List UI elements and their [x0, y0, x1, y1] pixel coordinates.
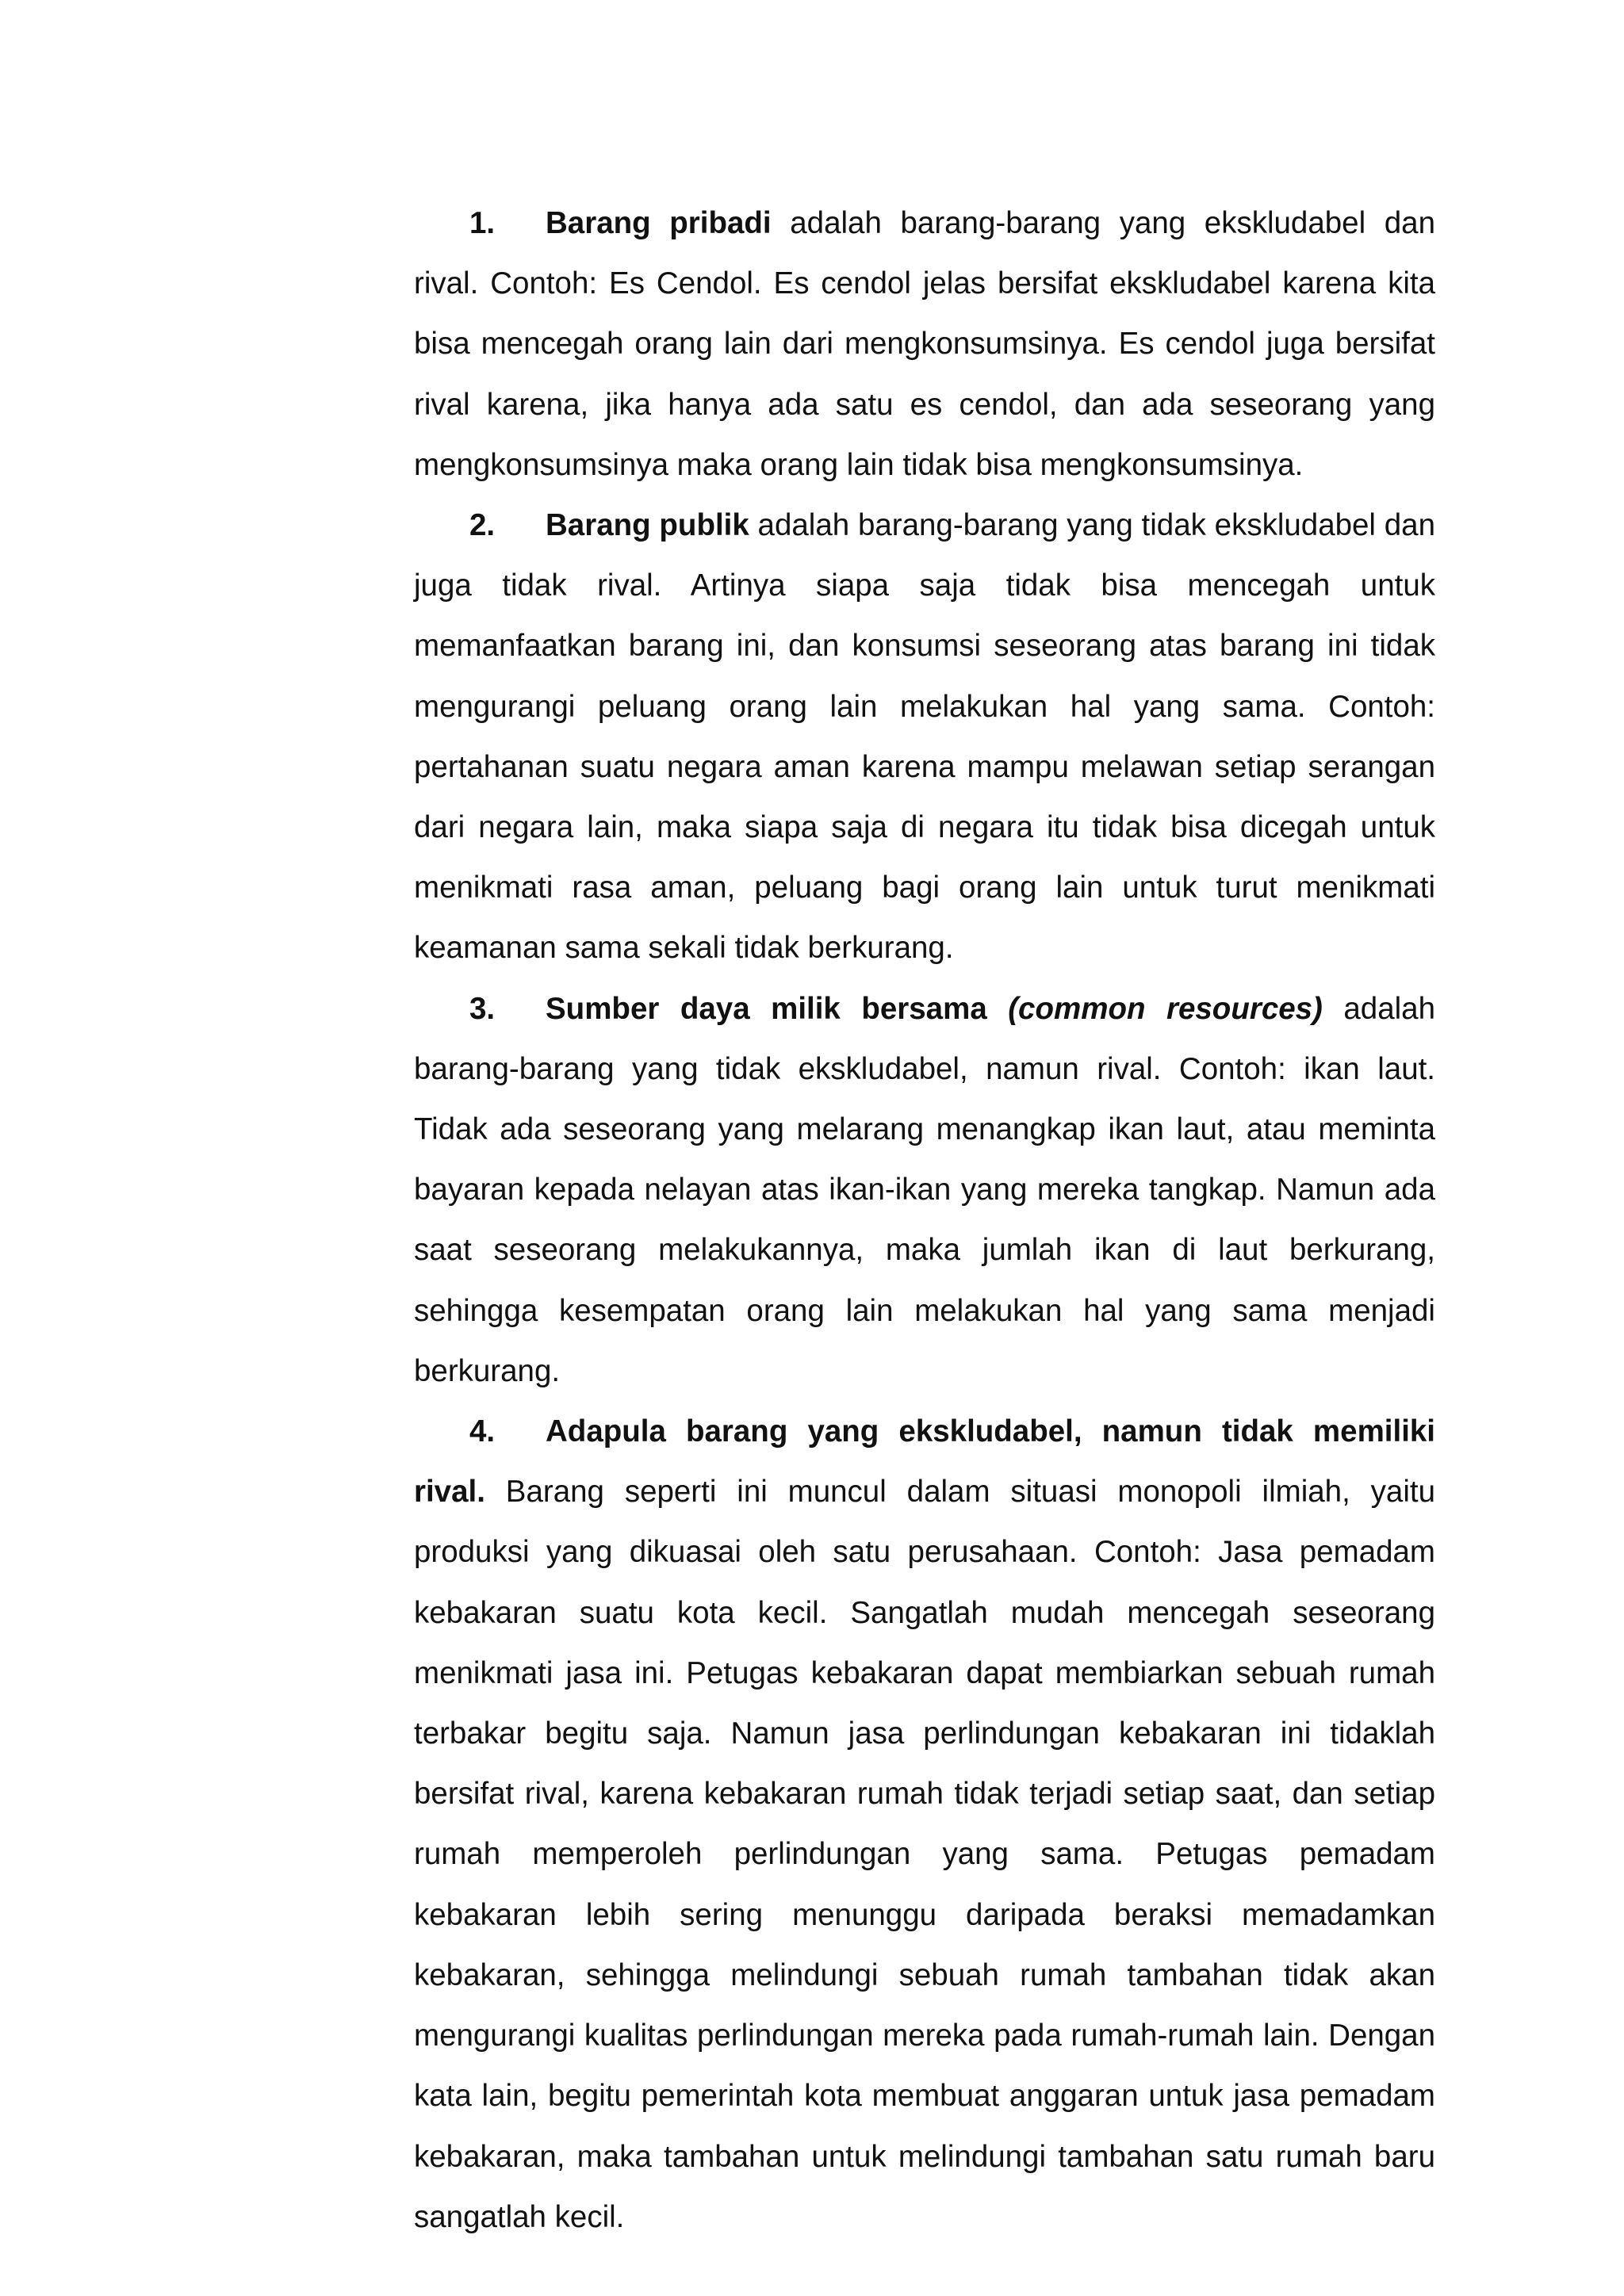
list-item-number: 3. — [469, 991, 496, 1026]
list-item-number: 2. — [469, 508, 496, 543]
list-item-text: Barang seperti ini muncul dalam situasi monopoli ilmiah, yaitu produksi yang dikuasai oleh satu perusahaan. Contoh: Jasa pemadam kebakaran suatu kota kecil. Sangatlah mudah mencegah seseorang menikmati jasa ini. Petugas kebakaran dapat membiarkan sebuah rumah terbakar begitu saja. Namun jasa perlindungan kebakaran ini tidaklah bersifat rival, karena kebakaran rumah tidak terjadi setiap saat, dan setiap rumah memperoleh perlindungan yang sama. Petugas pemadam kebakaran lebih sering menunggu daripada beraksi memadamkan kebakaran, sehingga melindungi sebuah rumah tambahan tidak akan mengurangi kualitas perlindungan mereka pada rumah-rumah lain. Dengan kata lain, begitu pemerintah kota membuat anggaran untuk jasa pemadam kebakaran, maka tambahan untuk melindungi tambahan satu rumah baru sangatlah kecil. — [414, 1475, 1435, 2234]
list-item-term: Adapula barang yang ekskludabel, namun tidak memiliki rival. — [414, 1414, 1435, 1510]
list-item-text: adalah barang-barang yang tidak ekskludabel, namun rival. Contoh: ikan laut. Tidak ada seseorang yang melarang menangkap ikan laut, atau meminta bayaran kepada nelayan atas ikan-ikan yang mereka tangkap. Namun ada saat seseorang melakukannya, maka jumlah ikan di laut berkurang, sehingga kesempatan orang lain melakukan hal yang sama menjadi berkurang. — [414, 991, 1435, 1388]
list-item-barang-publik — [414, 496, 1435, 979]
list-item-term: Barang pribadi — [546, 206, 772, 240]
list-item-number: 4. — [469, 1414, 496, 1449]
list-item-number: 1. — [469, 206, 496, 240]
document-body — [414, 193, 1435, 2248]
list-item-barang-pribadi — [414, 193, 1435, 496]
list-item-monopoli-ilmiah — [414, 1402, 1435, 2248]
list-item-term: Sumber daya milik bersama — [546, 991, 1009, 1026]
list-item-sumber-daya-milik-bersama — [414, 979, 1435, 1402]
list-item-text: adalah barang-barang yang tidak ekskludabel dan juga tidak rival. Artinya siapa saja tidak bisa mencegah untuk memanfaatkan barang ini, dan konsumsi seseorang atas barang ini tidak mengurangi peluang orang lain melakukan hal yang sama. Contoh: pertahanan suatu negara aman karena mampu melawan setiap serangan dari negara lain, maka siapa saja di negara itu tidak bisa dicegah untuk menikmati rasa aman, peluang bagi orang lain untuk turut menikmati keamanan sama sekali tidak berkurang. — [414, 508, 1435, 966]
list-item-term-note: (common resources) — [1008, 991, 1323, 1026]
list-item-text: adalah barang-barang yang ekskludabel dan rival. Contoh: Es Cendol. Es cendol jelas bersifat ekskludabel karena kita bisa mencegah orang lain dari mengkonsumsinya. Es cendol juga bersifat rival karena, jika hanya ada satu es cendol, dan ada seseorang yang mengkonsumsinya maka orang lain tidak bisa mengkonsumsinya. — [414, 206, 1435, 482]
list-item-term: Barang publik — [546, 508, 749, 543]
